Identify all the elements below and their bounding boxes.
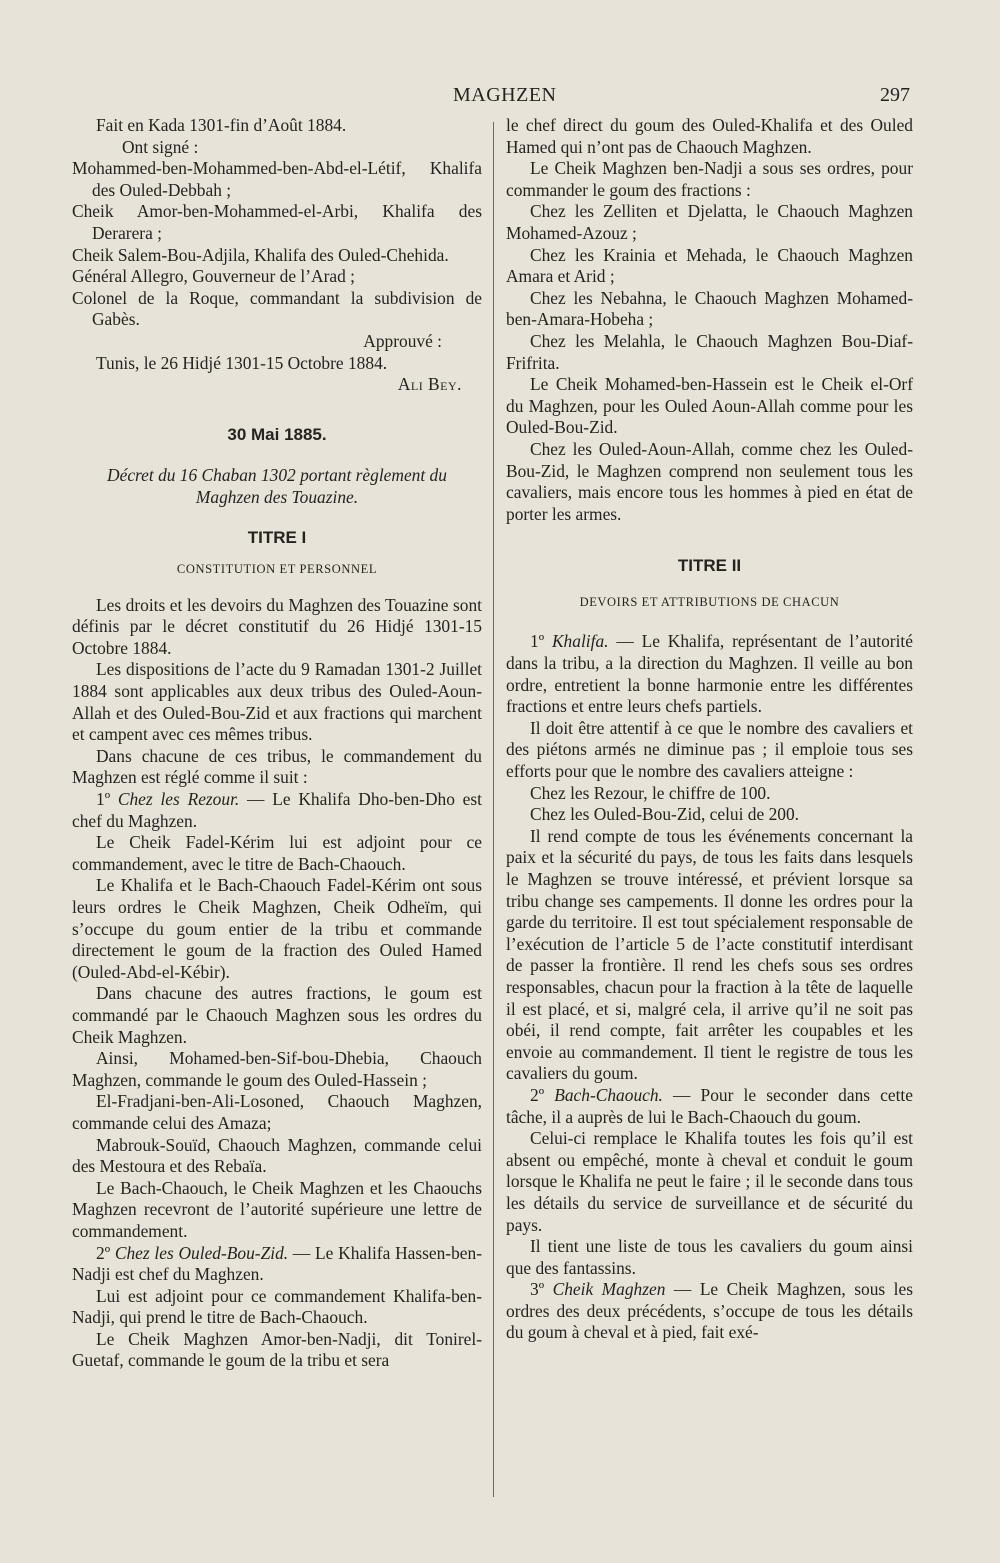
item-heading: Chez les Rezour.	[117, 789, 240, 810]
running-head: MAGHZEN	[453, 84, 557, 106]
item-heading: Cheik Maghzen	[552, 1279, 666, 1300]
signatories-heading: Ont signé :	[122, 136, 199, 157]
item-number: 1º	[530, 631, 545, 652]
item-heading: Bach-Chaouch.	[554, 1084, 663, 1105]
paragraph: Le Cheik Fadel-Kérim lui est adjoint pour ce commandement, avec le titre de Bach-Chaouch.	[72, 832, 482, 874]
paragraph: Celui-ci remplace le Khalifa toutes les fois qu’il est absent ou empêché, monte à cheval et conduit le goum lorsque le Khalifa ne peut le faire ; il le seconde dans tous les détails du service de surveillance et de sécurité du pays.	[506, 1128, 913, 1235]
page-number: 297	[880, 84, 910, 106]
paragraph: Il rend compte de tous les événements concernant la paix et la sécurité du pays, de tous les faits dans lesquels le Maghzen se trouve intéressé, et prévient lorsque sa tribu change ses campements. Il donne les ordres pour la garde du territoire. Il est tout spécialement responsable de l’exécution de l’article 5 de l’acte constitutif interdisant de passer la frontière. Il rend les chefs sous ses ordres responsables, chacun pour la fraction à la tête de laquelle il est placé, et si, malgré cela, il arrive qu’il ne soit pas obéi, il rend compte, fait arrêter les coupables et les envoie au commandement. Il tient le registre de tous les cavaliers du goum.	[506, 825, 913, 1084]
paragraph: Le Cheik Maghzen ben-Nadji a sous ses ordres, pour commander le goum des fractions :	[506, 158, 913, 200]
signatory: Mohammed-ben-Mohammed-ben-Abd-el-Létif, Khalifa des Ouled-Debbah ;	[72, 158, 482, 200]
page-header	[0, 84, 1000, 114]
item-text: — Pour le seconder dans cette tâche, il a auprès de lui le Bach-Chaouch du goum.	[506, 1084, 913, 1127]
paragraph	[72, 1243, 482, 1286]
decree-date: 30 Mai 1885.	[227, 424, 327, 444]
paragraph: Lui est adjoint pour ce commandement Khalifa-ben-Nadji, qui prend le titre de Bach-Chaouch.	[72, 1285, 482, 1328]
item-number: 3º	[530, 1279, 545, 1300]
paragraph	[506, 1279, 913, 1344]
item-heading: Chez les Ouled-Bou-Zid.	[114, 1242, 289, 1263]
approval-date: Tunis, le 26 Hidjé 1301-15 Octobre 1884.	[96, 352, 388, 373]
title-heading: TITRE II	[677, 556, 742, 576]
paragraph	[506, 631, 913, 717]
paragraph: Le Cheik Maghzen Amor-ben-Nadji, dit Tonirel-Guetaf, commande le goum de la tribu et sera	[72, 1328, 482, 1371]
paragraph: Il tient une liste de tous les cavaliers du goum ainsi que des fantassins.	[506, 1236, 913, 1278]
paragraph: Chez les Nebahna, le Chaouch Maghzen Mohamed-ben-Amara-Hobeha ;	[506, 287, 913, 330]
paragraph: Chez les Melahla, le Chaouch Maghzen Bou-Diaf-Frifrita.	[506, 330, 913, 373]
paragraph: Chez les Krainia et Mehada, le Chaouch Maghzen Amara et Arid ;	[506, 244, 913, 287]
item-number: 2º	[96, 1242, 111, 1263]
item-number: 2º	[530, 1084, 545, 1105]
paragraph	[506, 1085, 913, 1128]
approval-label: Approuvé :	[363, 330, 442, 351]
item-heading: Khalifa.	[551, 631, 609, 652]
paragraph: Mabrouk-Souïd, Chaouch Maghzen, commande celui des Mestoura et des Rebaïa.	[72, 1134, 482, 1177]
paragraph: Dans chacune des autres fractions, le goum est commandé par le Chaouch Maghzen sous les ordres du Cheik Maghzen.	[72, 983, 482, 1047]
signatory: Cheik Amor-ben-Mohammed-el-Arbi, Khalifa des Derarera ;	[72, 201, 482, 243]
paragraph: Les droits et les devoirs du Maghzen des Touazine sont définis par le décret constitutif du 26 Hidjé 1301-15 Octobre 1884.	[72, 594, 482, 658]
section-heading: CONSTITUTION ET PERSONNEL	[176, 562, 378, 577]
right-column	[506, 115, 913, 1344]
decree-title: Décret du 16 Chaban 1302 portant règlement du Maghzen des Touazine.	[107, 465, 447, 507]
paragraph: Le Cheik Mohamed-ben-Hassein est le Cheik el-Orf du Maghzen, pour les Ouled Aoun-Allah comme pour les Ouled-Bou-Zid.	[506, 374, 913, 438]
paragraph: Chez les Ouled-Bou-Zid, celui de 200.	[530, 804, 800, 825]
signatory: Colonel de la Roque, commandant la subdivision de Gabès.	[72, 287, 482, 330]
paragraph: Dans chacune de ces tribus, le commandement du Maghzen est réglé comme il suit :	[72, 745, 482, 788]
item-number: 1º	[96, 789, 111, 810]
signatory: Général Allegro, Gouverneur de l’Arad ;	[72, 266, 355, 287]
paragraph: Fait en Kada 1301-fin d’Août 1884.	[96, 115, 347, 135]
paragraph	[72, 789, 482, 832]
paragraph: Le Khalifa et le Bach-Chaouch Fadel-Kérim ont sous leurs ordres le Cheik Maghzen, Cheik Odheïm, qui s’occupe du goum entier de la tribu et commande directement le goum de la fraction des Ouled Hamed (Ouled-Abd-el-Kébir).	[72, 875, 482, 982]
paragraph: Les dispositions de l’acte du 9 Ramadan 1301-2 Juillet 1884 sont applicables aux deux tribus des Ouled-Aoun-Allah et des Ouled-Bou-Zid et aux fractions qui marchent et campent avec ces mêmes tribus.	[72, 659, 482, 745]
paragraph: Il doit être attentif à ce que le nombre des cavaliers et des piétons armés ne diminue pas ; il emploie tous ses efforts pour que le nombre des cavaliers atteigne :	[506, 717, 913, 782]
paragraph: El-Fradjani-ben-Ali-Losoned, Chaouch Maghzen, commande celui des Amaza;	[72, 1091, 482, 1133]
section-heading: DEVOIRS ET ATTRIBUTIONS DE CHACUN	[579, 594, 840, 609]
signatory: Cheik Salem-Bou-Adjila, Khalifa des Ouled-Chehida.	[72, 244, 449, 265]
paragraph: le chef direct du goum des Ouled-Khalifa et des Ouled Hamed qui n’ont pas de Chaouch Maghzen.	[506, 115, 913, 157]
column-divider	[493, 122, 494, 1497]
item-text: — Le Cheik Maghzen, sous les ordres des deux précédents, s’occupe de tous les détails du goum à cheval et à pied, fait exé-	[506, 1279, 913, 1343]
title-heading: TITRE I	[247, 527, 307, 547]
paragraph: Chez les Ouled-Aoun-Allah, comme chez les Ouled-Bou-Zid, le Maghzen comprend non seulement tous les cavaliers, mais encore tous les hommes à pied en état de porter les armes.	[506, 438, 913, 524]
item-text: — Le Khalifa Hassen-ben-Nadji est chef du Maghzen.	[72, 1242, 482, 1285]
left-column	[72, 115, 482, 1372]
paragraph: Chez les Rezour, le chiffre de 100.	[530, 782, 771, 803]
signature-ali-bey: Ali Bey.	[397, 374, 462, 395]
paragraph: Le Bach-Chaouch, le Cheik Maghzen et les Chaouchs Maghzen recevront de l’autorité supérieure une lettre de commandement.	[72, 1177, 482, 1241]
item-text: — Le Khalifa Dho-ben-Dho est chef du Maghzen.	[72, 789, 482, 831]
paragraph: Chez les Zelliten et Djelatta, le Chaouch Maghzen Mohamed-Azouz ;	[506, 201, 913, 243]
item-text: — Le Khalifa, représentant de l’autorité dans la tribu, a la direction du Maghzen. Il veille au bon ordre, entretient la bonne harmonie entre les différentes fractions et entre leurs chefs partiels.	[506, 631, 913, 717]
paragraph: Ainsi, Mohamed-ben-Sif-bou-Dhebia, Chaouch Maghzen, commande le goum des Ouled-Hassein ;	[72, 1048, 482, 1090]
